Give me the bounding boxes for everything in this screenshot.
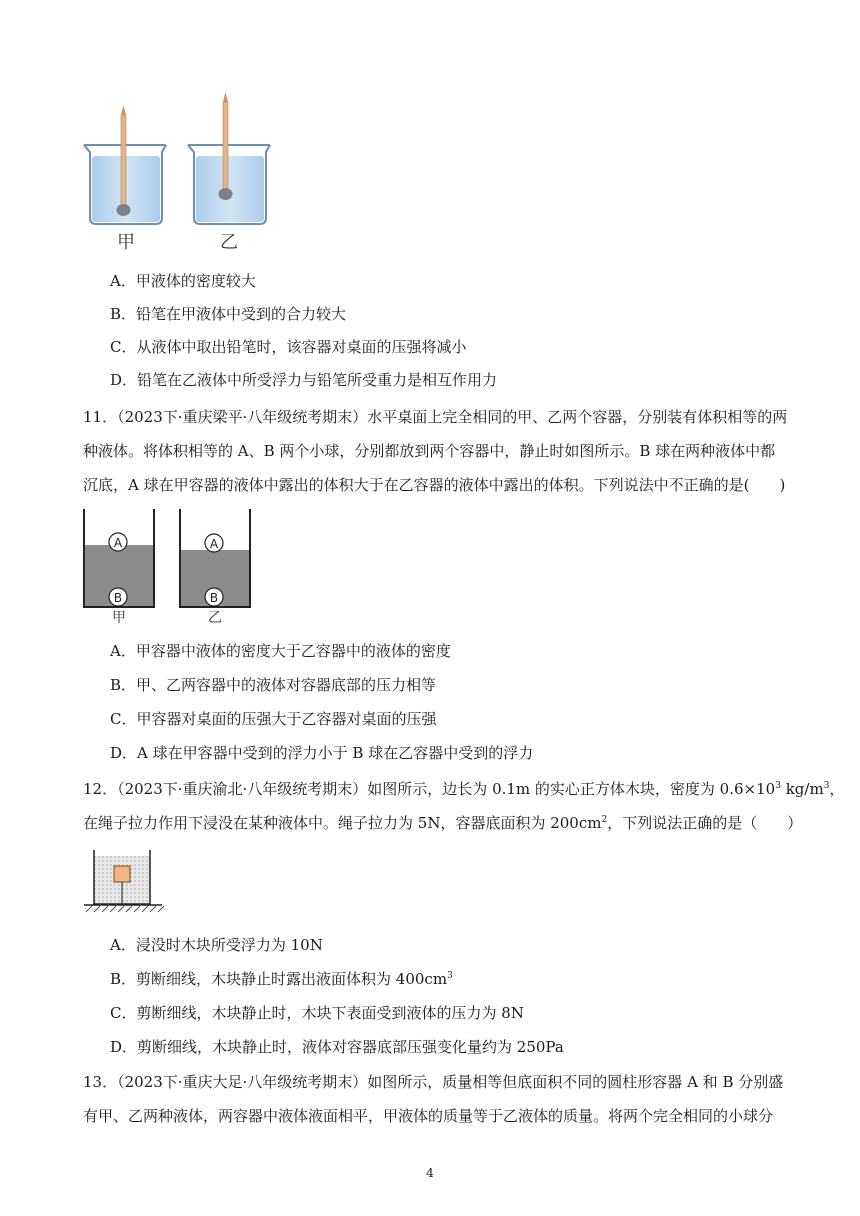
label-jia-balls: 甲 <box>112 610 126 625</box>
svg-text:A: A <box>113 536 123 550</box>
ball-b-left <box>109 588 127 606</box>
q12-option-d: D．剪断细线，木块静止时，液体对容器底部压强变化量约为 250Pa <box>110 1038 564 1056</box>
q11-option-a: A．甲容器中液体的密度大于乙容器中的液体的密度 <box>110 642 451 660</box>
q12-option-a: A．浸没时木块所受浮力为 10N <box>110 936 323 954</box>
ball-b-right <box>205 588 223 606</box>
label-yi-balls: 乙 <box>208 610 222 625</box>
beaker-left <box>84 105 166 224</box>
q10-option-b: B．铅笔在甲液体中受到的合力较大 <box>110 305 347 323</box>
svg-text:A: A <box>209 537 219 551</box>
q12-option-b: B．剪断细线，木块静止时露出液面体积为 $400cm^3$ <box>110 970 453 988</box>
svg-text:B: B <box>209 591 219 605</box>
block-in-liquid-figure <box>82 848 164 914</box>
q11-stem-line-1: 11．（2023下·重庆梁平·八年级统考期末）水平桌面上完全相同的甲、乙两个容器，分别装有体积相等的两 <box>83 408 788 426</box>
q12-stem-line-1: 12．（2023下·重庆渝北·八年级统考期末）如图所示，边长为 0.1m 的实心正方体木块，密度为 $0.6\times 10^3$ $kg/m^3$， <box>83 780 845 798</box>
q13-stem-line-2: 有甲、乙两种液体，两容器中液体液面相平，甲液体的质量等于乙液体的质量。将两个完全相同的小球分 <box>83 1107 774 1125</box>
q11-stem-line-2: 种液体。将体积相等的 A、B 两个小球，分别都放到两个容器中，静止时如图所示。B 球在两种液体中都 <box>83 442 776 460</box>
q11-option-d: D．A 球在甲容器中受到的浮力小于 B 球在乙容器中受到的浮力 <box>110 744 534 762</box>
label-jia: 甲 <box>117 232 135 253</box>
ball-a-right <box>205 534 223 552</box>
q11-option-b: B．甲、乙两容器中的液体对容器底部的压力相等 <box>110 676 437 694</box>
container-left <box>84 509 154 625</box>
q13-stem-line-1: 13．（2023下·重庆大足·八年级统考期末）如图所示，质量相等但底面积不同的圆柱形容器 A 和 B 分别盛 <box>83 1073 784 1091</box>
pencil-beaker-figure <box>80 90 280 256</box>
q10-option-a: A．甲液体的密度较大 <box>110 272 256 290</box>
q11-stem-line-3: 沉底，A 球在甲容器的液体中露出的体积大于在乙容器的液体中露出的体积。下列说法中不正确的是( ) <box>83 476 786 494</box>
ball-container-figure <box>80 505 256 625</box>
page-number: 4 <box>426 1166 434 1180</box>
q11-option-c: C．甲容器对桌面的压强大于乙容器对桌面的压强 <box>110 710 437 728</box>
label-yi: 乙 <box>220 232 238 253</box>
container-right <box>180 509 250 625</box>
q12-stem-line-2: 在绳子拉力作用下浸没在某种液体中。绳子拉力为 5N，容器底面积为 $200cm^2$，下列说法正确的是（ ） <box>83 814 803 832</box>
svg-text:B: B <box>113 591 123 605</box>
beaker-right <box>188 92 270 224</box>
ball-a-left <box>109 533 127 551</box>
q10-option-d: D．铅笔在乙液体中所受浮力与铅笔所受重力是相互作用力 <box>110 371 498 389</box>
q10-option-c: C．从液体中取出铅笔时，该容器对桌面的压强将减小 <box>110 338 467 356</box>
wood-block <box>114 866 130 882</box>
q12-option-c: C．剪断细线，木块静止时，木块下表面受到液体的压力为 8N <box>110 1004 524 1022</box>
